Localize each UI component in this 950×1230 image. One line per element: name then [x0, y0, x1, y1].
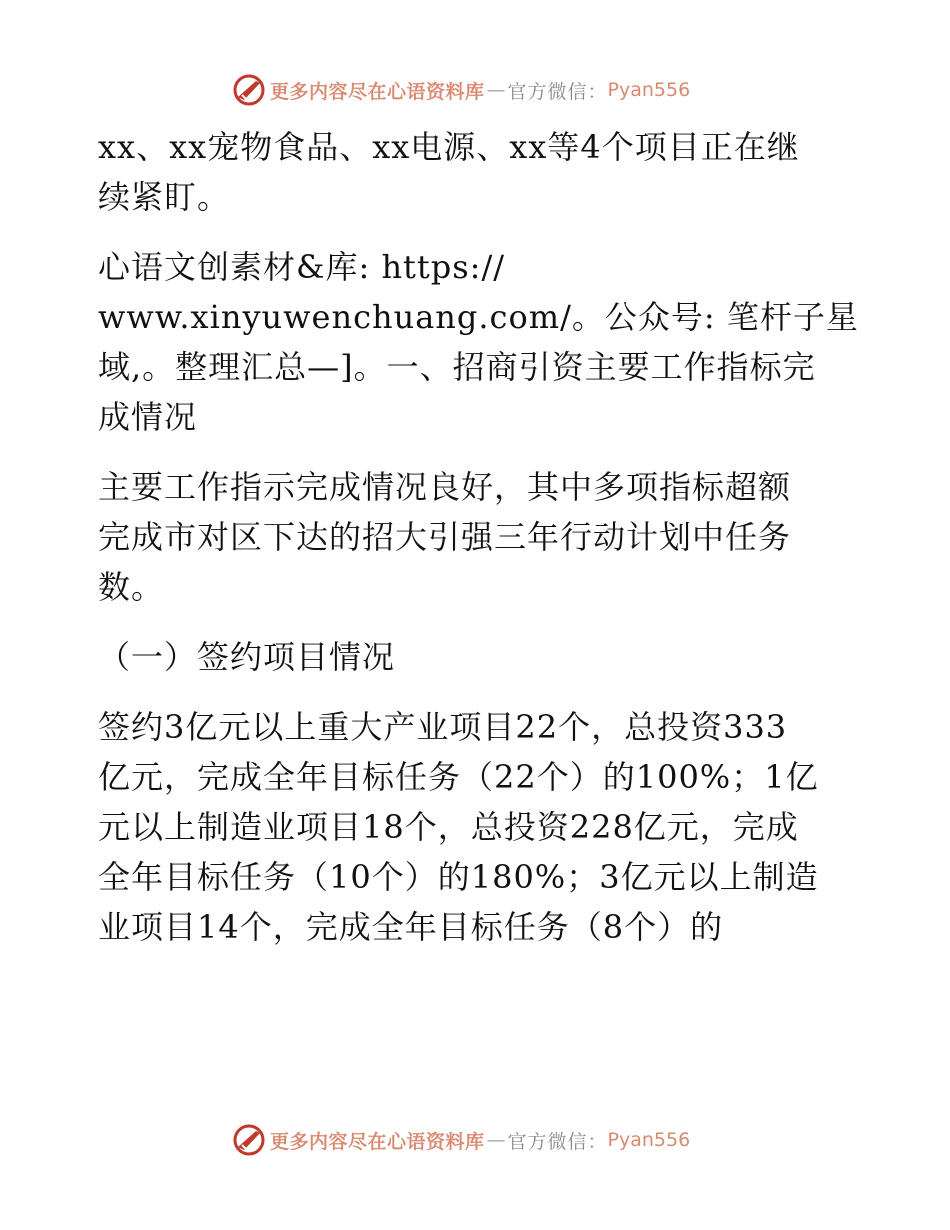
writing-hand-logo-icon — [232, 73, 266, 107]
text-line: 心语文创素材&库: https:// — [98, 248, 506, 286]
paragraph — [98, 122, 858, 222]
watermark-wechat-id: Pyan556 — [607, 79, 691, 101]
text-line: 亿元，完成全年目标任务（22个）的100%；1亿 — [98, 758, 819, 796]
text-line: 域,。整理汇总—]。一、招商引资主要工作指标完 — [98, 348, 816, 386]
text-line: （一）签约项目情况 — [98, 638, 396, 676]
text-line: 全年目标任务（10个）的180%；3亿元以上制造 — [98, 858, 819, 896]
header-watermark — [232, 72, 690, 108]
paragraph — [98, 462, 858, 612]
section-heading — [98, 632, 858, 682]
watermark-text: 更多内容尽在心语资料库 — [270, 80, 485, 103]
paragraph — [98, 242, 858, 442]
watermark-dash: — — [486, 1129, 506, 1151]
watermark-official-label: 官方微信： — [507, 80, 608, 103]
text-line: 续紧盯。 — [98, 178, 231, 216]
text-line: xx、xx宠物食品、xx电源、xx等4个项目正在继 — [98, 128, 800, 166]
text-line: 签约3亿元以上重大产业项目22个，总投资333 — [98, 708, 788, 746]
watermark-text: 更多内容尽在心语资料库 — [270, 1130, 485, 1153]
paragraph — [98, 702, 858, 952]
text-line: 元以上制造业项目18个，总投资228亿元，完成 — [98, 808, 799, 846]
writing-hand-logo-icon — [232, 1123, 266, 1157]
text-line: 数。 — [98, 568, 165, 606]
text-line: 业项目14个，完成全年目标任务（8个）的 — [98, 908, 724, 946]
document-body — [98, 122, 858, 972]
text-line: www.xinyuwenchuang.com/。公众号: 笔杆子星 — [98, 298, 859, 336]
footer-watermark — [232, 1122, 690, 1158]
text-line: 成情况 — [98, 398, 198, 436]
watermark-official-label: 官方微信： — [507, 1130, 608, 1153]
watermark-wechat-id: Pyan556 — [607, 1129, 691, 1151]
text-line: 完成市对区下达的招大引强三年行动计划中任务 — [98, 518, 792, 556]
watermark-dash: — — [486, 79, 506, 101]
text-line: 主要工作指示完成情况良好，其中多项指标超额 — [98, 468, 792, 506]
